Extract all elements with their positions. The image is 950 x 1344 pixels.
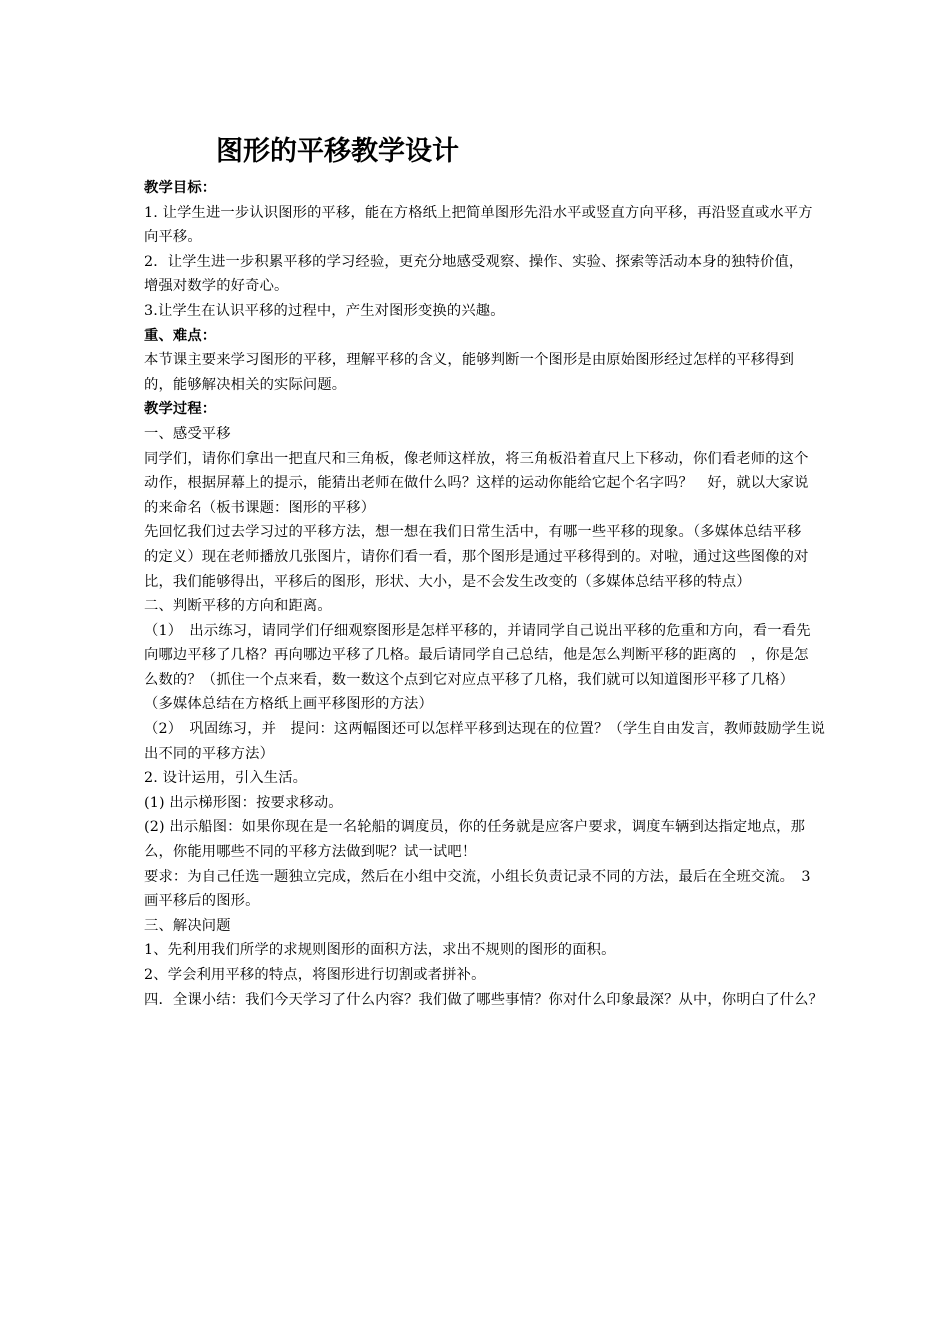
- section-heading-objectives: 教学目标：: [144, 180, 217, 196]
- paragraph: 四．全课小结：我们今天学习了什么内容？我们做了哪些事情？你对什么印象最深？从中，你明白了什么？: [144, 991, 823, 1008]
- paragraph: 1. 让学生进一步认识图形的平移，能在方格纸上把简单图形先沿水平或竖直方向平移，再沿竖直或水平方向平移。: [144, 204, 813, 246]
- paragraph: （1） 出示练习，请同学们仔细观察图形是怎样平移的，并请同学自己说出平移的危重和方向，看一看先向哪边平移了几格？再向哪边平移了几格。最后请同学自己总结，他是怎么判断平移的距离的 ，你是怎么数的？（抓住一个点来看，数一数这个点到它对应点平移了几格，我们就可以知道图形平移了几格） （多媒体总结在方格纸上画平移图形的方法）: [144, 622, 811, 713]
- paragraph: 要求：为自己任选一题独立完成，然后在小组中交流，小组长负责记录不同的方法，最后在全班交流。 3画平移后的图形。: [144, 868, 811, 910]
- section-heading-process: 教学过程：: [144, 401, 217, 418]
- paragraph: 一、感受平移: [144, 425, 231, 442]
- paragraph: 1、先利用我们所学的求规则图形的面积方法，求出不规则的图形的面积。: [144, 942, 616, 959]
- paragraph: 同学们，请你们拿出一把直尺和三角板，像老师这样放，将三角板沿着直尺上下移动，你们看老师的这个动作，根据屏幕上的提示，能猜出老师在做什么吗？这样的运动你能给它起个名字吗？ 好，就以大家说的来命名（板书课题：图形的平移）: [144, 450, 809, 516]
- paragraph: 先回忆我们过去学习过的平移方法，想一想在我们日常生活中，有哪一些平移的现象。（多媒体总结平移的定义）现在老师播放几张图片，请你们看一看，那个图形是通过平移得到的。对啦，通过这些图像的对比，我们能够得出，平移后的图形，形状、大小，是不会发生改变的（多媒体总结平移的特点）: [144, 524, 809, 590]
- paragraph: 2、学会利用平移的特点，将图形进行切割或者拼补。: [144, 967, 486, 983]
- paragraph: 2. 设计运用，引入生活。: [144, 770, 308, 787]
- document-body: [144, 176, 826, 1012]
- paragraph: (2) 出示船图：如果你现在是一名轮船的调度员，你的任务就是应客户要求，调度车辆到达指定地点，那么，你能用哪些不同的平移方法做到呢？试一试吧！: [144, 819, 806, 861]
- section-heading-key-points: 重、难点：: [144, 327, 217, 344]
- paragraph: 2．让学生进一步积累平移的学习经验，更充分地感受观察、操作、实验、探索等活动本身的独特价值，增强对数学的好奇心。: [144, 253, 804, 295]
- paragraph: (1) 出示梯形图：按要求移动。: [144, 794, 343, 811]
- document-title: 图形的平移教学设计: [216, 136, 459, 167]
- paragraph: 本节课主要来学习图形的平移，理解平移的含义，能够判断一个图形是由原始图形经过怎样的平移得到的，能够解决相关的实际问题。: [144, 352, 795, 393]
- paragraph: （2） 巩固练习，并 提问：这两幅图还可以怎样平移到达现在的位置？（学生自由发言，教师鼓励学生说出不同的平移方法）: [144, 721, 826, 762]
- paragraph: 二、判断平移的方向和距离。: [144, 598, 332, 615]
- paragraph: 三、解决问题: [144, 917, 231, 934]
- paragraph: 3.让学生在认识平移的过程中，产生对图形变换的兴趣。: [144, 302, 505, 319]
